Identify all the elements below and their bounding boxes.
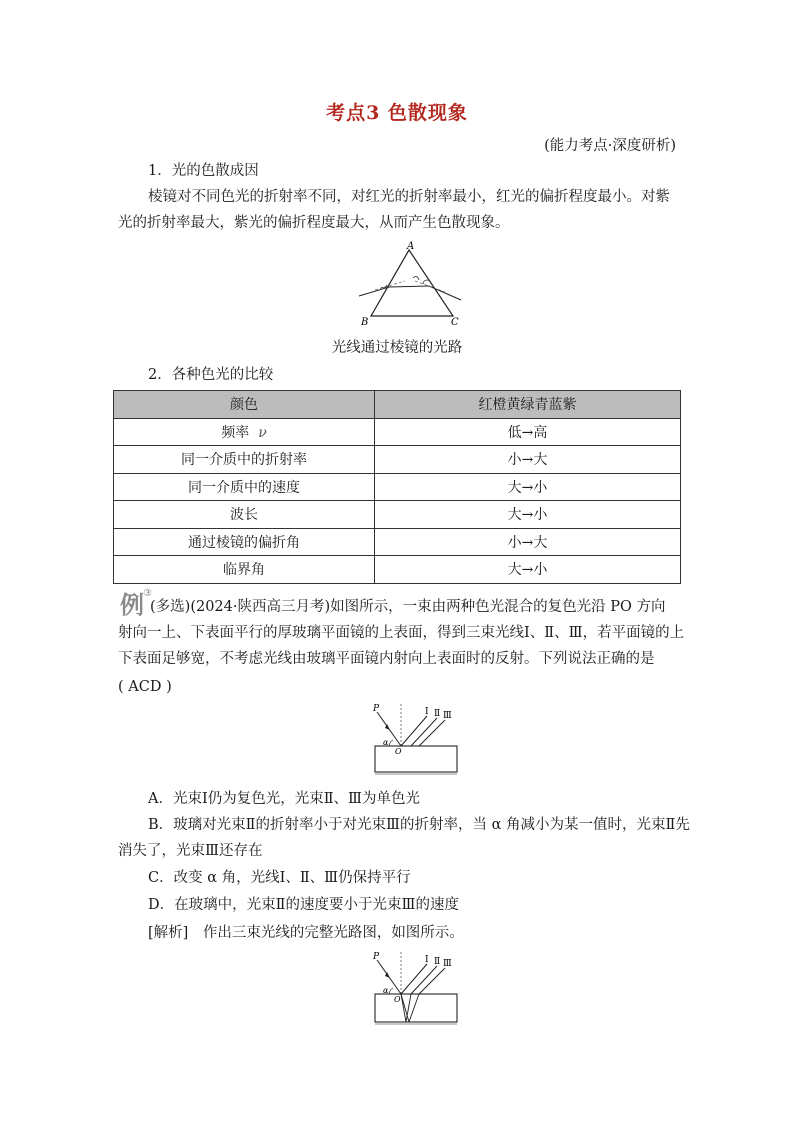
table-row (114, 501, 681, 529)
point-label-o: O (395, 747, 402, 756)
beam-label-i: Ⅰ (425, 955, 429, 965)
table-row (114, 446, 681, 474)
option-c: C．改变 α 角，光线Ⅰ、Ⅱ、Ⅲ仍保持平行 (148, 870, 411, 886)
option-b-line1: B．玻璃对光束Ⅱ的折射率小于对光束Ⅲ的折射率，当 α 角减小为某一值时，光束Ⅱ先 (148, 817, 690, 833)
row-label: 同一介质中的折射率 (114, 446, 375, 474)
header-colors: 红橙黄绿青蓝紫 (375, 391, 681, 419)
row-label: 临界角 (114, 556, 375, 584)
glass-plate (375, 746, 457, 772)
vertex-label-a: A (407, 241, 415, 252)
angle-label-alpha: α (383, 986, 389, 995)
example-badge: 例 (120, 590, 144, 619)
example-number: ③ (143, 588, 152, 599)
option-a: A．光束Ⅰ仍为复色光，光束Ⅱ、Ⅲ为单色光 (148, 791, 421, 807)
table-row (114, 418, 681, 446)
glass-plate (375, 994, 457, 1022)
prism-triangle (371, 250, 453, 316)
table-row (114, 556, 681, 584)
vertex-label-c: C (451, 317, 459, 328)
angle-label-alpha: α (383, 738, 389, 747)
option-d: D．在玻璃中，光束Ⅱ的速度要小于光束Ⅲ的速度 (148, 897, 459, 913)
example-stem-line2: 射向一上、下表面平行的厚玻璃平面镜的上表面，得到三束光线Ⅰ、Ⅱ、Ⅲ，若平面镜的上 (118, 625, 685, 641)
analysis-text: [解析] 作出三束光线的完整光路图，如图所示。 (148, 925, 464, 941)
point-label-p: P (373, 704, 380, 714)
glass-plate-full-path-diagram (365, 950, 465, 1030)
row-value: 大→小 (375, 473, 681, 501)
prism-diagram (345, 240, 465, 330)
row-value: 小→大 (375, 528, 681, 556)
example-stem-line1: (多选)(2024·陕西高三月考)如图所示，一束由两种色光混合的复色光沿 PO 方向 (150, 599, 666, 615)
difficulty-tag: (能力考点·深度研析) (544, 138, 676, 154)
row-value: 低→高 (375, 418, 681, 446)
point-label-o: O (394, 995, 401, 1004)
color-comparison-table (113, 390, 681, 584)
beam-label-iii: Ⅲ (443, 711, 452, 721)
row-label: 同一介质中的速度 (114, 473, 375, 501)
section2-heading: 2．各种色光的比较 (148, 367, 274, 383)
table-row (114, 473, 681, 501)
option-b-line2: 消失了，光束Ⅲ还存在 (118, 843, 263, 859)
header-property: 颜色 (114, 391, 375, 419)
example-stem-line3: 下表面足够宽，不考虑光线由玻璃平面镜内射向上表面时的反射。下列说法正确的是 (118, 651, 655, 667)
table-row (114, 528, 681, 556)
row-value: 大→小 (375, 501, 681, 529)
beam-label-iii: Ⅲ (443, 959, 452, 969)
beam-label-i: Ⅰ (425, 707, 429, 717)
example-answer: ( ACD ) (118, 679, 172, 695)
row-label: 频率 ν (114, 418, 375, 446)
section1-heading: 1．光的色散成因 (148, 163, 259, 179)
section1-body: 棱镜对不同色光的折射率不同，对红光的折射率最小，红光的偏折程度最小。对紫光的折射率最大，紫光的偏折程度最大，从而产生色散现象。 (118, 189, 670, 231)
page-title: 考点3 色散现象 (326, 102, 468, 124)
beam-label-ii: Ⅱ (434, 709, 441, 719)
row-label: 通过棱镜的偏折角 (114, 528, 375, 556)
row-label: 波长 (114, 501, 375, 529)
table-header-row (114, 391, 681, 419)
point-label-p: P (373, 952, 380, 962)
row-value: 小→大 (375, 446, 681, 474)
frequency-symbol: ν (258, 424, 267, 441)
glass-plate-diagram (365, 702, 465, 778)
row-value: 大→小 (375, 556, 681, 584)
figure1-caption: 光线通过棱镜的光路 (331, 340, 463, 356)
beam-label-ii: Ⅱ (434, 957, 441, 967)
vertex-label-b: B (361, 317, 369, 328)
